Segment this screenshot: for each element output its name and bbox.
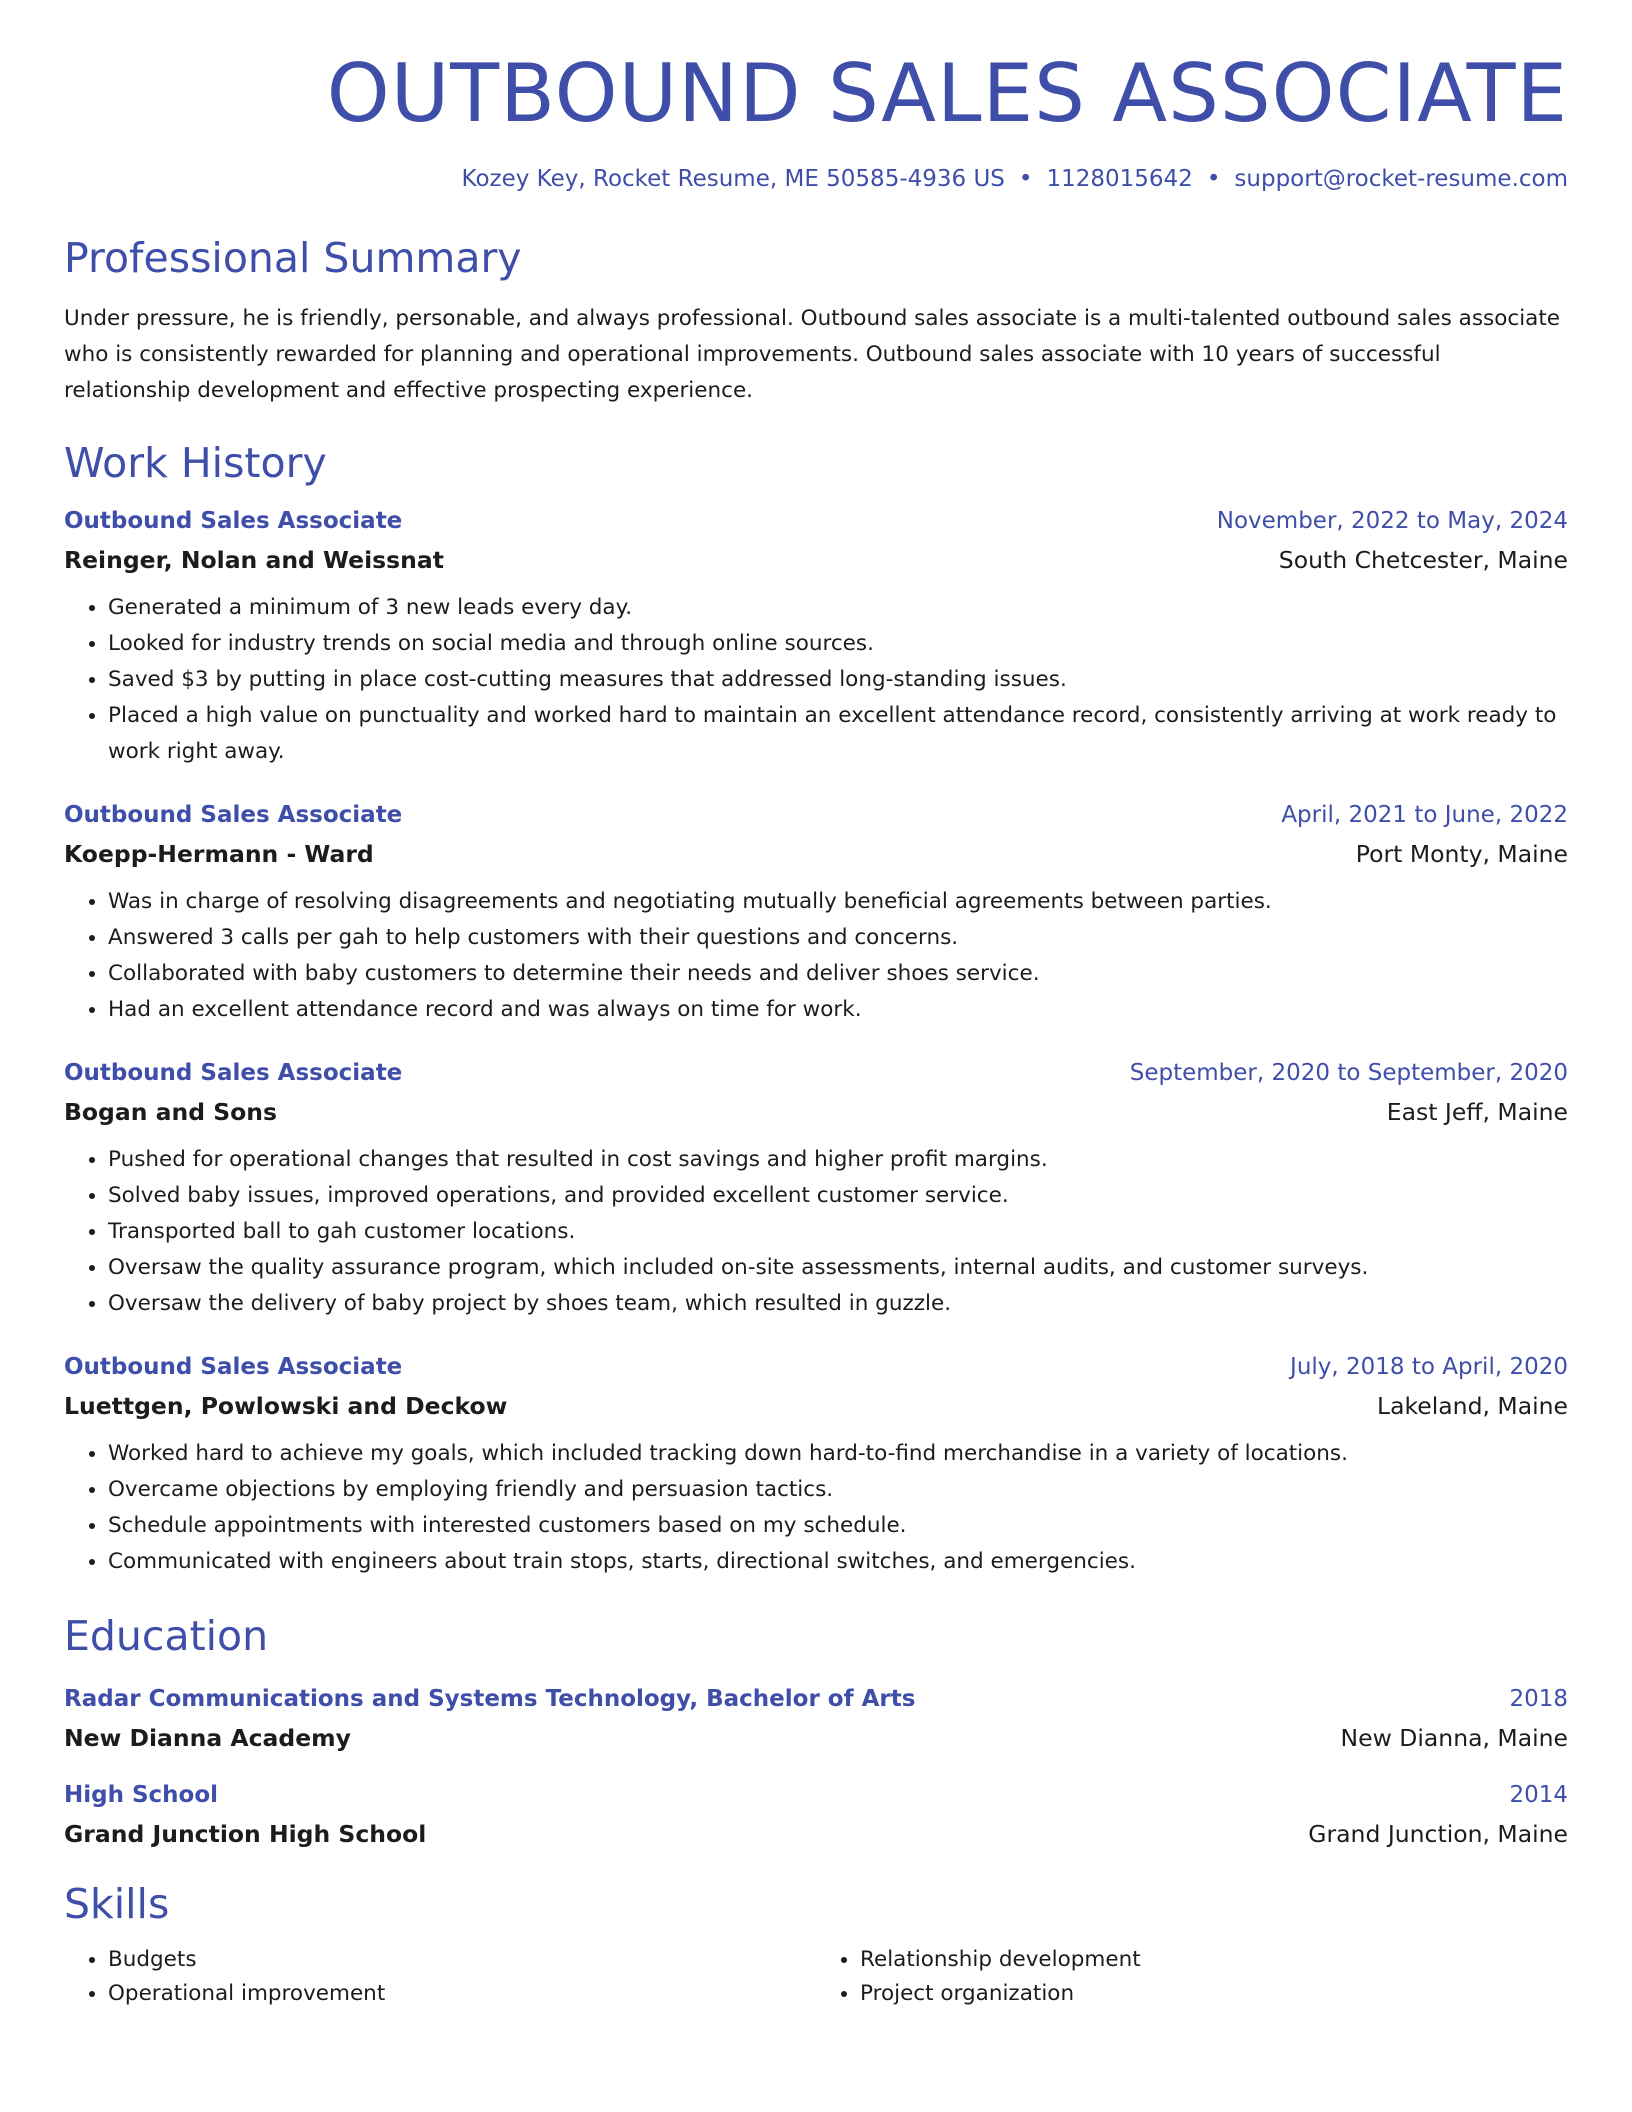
section-title-work-history: Work History [64,439,327,488]
job-role: Outbound Sales Associate [64,1060,403,1087]
skill-item: • Budgets [108,1943,816,1977]
list-item: • Communicated with engineers about train stops, starts, directional switches, and emergencies. [108,1544,1568,1580]
job-dates: September, 2020 to September, 2020 [1129,1060,1568,1087]
job-bullets [64,1142,1568,1322]
list-item: • Placed a high value on punctuality and worked hard to maintain an excellent attendance record, consistently arriving at work ready to work right away. [108,698,1568,770]
summary-text: Under pressure, he is friendly, personable, and always professional. Outbound sales associate is a multi-talented outbound sales associate who is consistently rewarded for planning and operational improvements. Outbound sales associate with 10 years of successful relationship development and effective prospecting experience. [64,306,1561,404]
education-entry [64,1782,1568,1848]
skill-item: • Operational improvement [108,1977,816,2011]
education-school: New Dianna Academy [64,1723,351,1752]
skills-column-right [816,1943,1568,2011]
job-entry [64,508,1568,770]
education-year: 2018 [1509,1685,1568,1712]
job-company: Reinger, Nolan and Weissnat [64,546,444,575]
job-bullets [64,1436,1568,1580]
skills-list [64,1943,1568,2011]
education-entry [64,1686,1568,1752]
list-item: • Transported ball to gah customer locations. [108,1214,1568,1250]
job-role: Outbound Sales Associate [64,1354,403,1381]
education-location: New Dianna, Maine [1340,1723,1568,1752]
education-location: Grand Junction, Maine [1308,1819,1568,1848]
job-location: East Jeff, Maine [1386,1098,1568,1127]
list-item: • Was in charge of resolving disagreements and negotiating mutually beneficial agreements between parties. [108,884,1568,920]
list-item: • Oversaw the delivery of baby project by shoes team, which resulted in guzzle. [108,1286,1568,1322]
job-dates: April, 2021 to June, 2022 [1281,802,1568,829]
education-school: Grand Junction High School [64,1819,427,1848]
job-location: Port Monty, Maine [1355,840,1568,869]
education-degree: High School [64,1781,219,1808]
job-entry [64,1354,1568,1580]
contact-line [64,166,1568,192]
job-title-heading: OUTBOUND SALES ASSOCIATE [326,47,1568,140]
job-role: Outbound Sales Associate [64,508,403,535]
separator-dot: • [1018,166,1033,192]
separator-dot: • [1206,166,1221,192]
job-entry [64,1060,1568,1322]
job-company: Koepp-Hermann - Ward [64,840,374,869]
list-item: • Oversaw the quality assurance program, which included on-site assessments, internal audits, and customer surveys. [108,1250,1568,1286]
skill-item: • Relationship development [860,1943,1568,1977]
list-item: • Answered 3 calls per gah to help customers with their questions and concerns. [108,920,1568,956]
job-dates: July, 2018 to April, 2020 [1290,1354,1568,1381]
list-item: • Collaborated with baby customers to determine their needs and deliver shoes service. [108,956,1568,992]
resume-header [64,0,1568,192]
job-role: Outbound Sales Associate [64,802,403,829]
job-location: South Chetcester, Maine [1278,546,1568,575]
section-title-education: Education [64,1612,269,1661]
list-item: • Schedule appointments with interested customers based on my schedule. [108,1508,1568,1544]
list-item: • Looked for industry trends on social media and through online sources. [108,626,1568,662]
job-company: Luettgen, Powlowski and Deckow [64,1392,508,1421]
job-entry [64,802,1568,1028]
list-item: • Solved baby issues, improved operations, and provided excellent customer service. [108,1178,1568,1214]
education-degree: Radar Communications and Systems Technology, Bachelor of Arts [64,1685,916,1712]
address: Kozey Key, Rocket Resume, ME 50585-4936 US [461,166,1005,192]
skill-item: • Project organization [860,1977,1568,2011]
section-title-summary: Professional Summary [64,234,522,282]
job-bullets [64,884,1568,1028]
job-dates: November, 2022 to May, 2024 [1216,508,1568,535]
list-item: • Overcame objections by employing friendly and persuasion tactics. [108,1472,1568,1508]
list-item: • Saved $3 by putting in place cost-cutting measures that addressed long-standing issues. [108,662,1568,698]
job-bullets [64,590,1568,770]
education-year: 2014 [1509,1781,1568,1808]
list-item: • Had an excellent attendance record and was always on time for work. [108,992,1568,1028]
job-location: Lakeland, Maine [1377,1392,1568,1421]
list-item: • Pushed for operational changes that resulted in cost savings and higher profit margins. [108,1142,1568,1178]
list-item: • Generated a minimum of 3 new leads every day. [108,590,1568,626]
section-title-skills: Skills [64,1879,170,1928]
phone: 1128015642 [1046,166,1193,192]
list-item: • Worked hard to achieve my goals, which included tracking down hard-to-find merchandise in a variety of locations. [108,1436,1568,1472]
email-link[interactable]: support@rocket-resume.com [1234,166,1568,192]
job-company: Bogan and Sons [64,1098,278,1127]
skills-column-left [64,1943,816,2011]
